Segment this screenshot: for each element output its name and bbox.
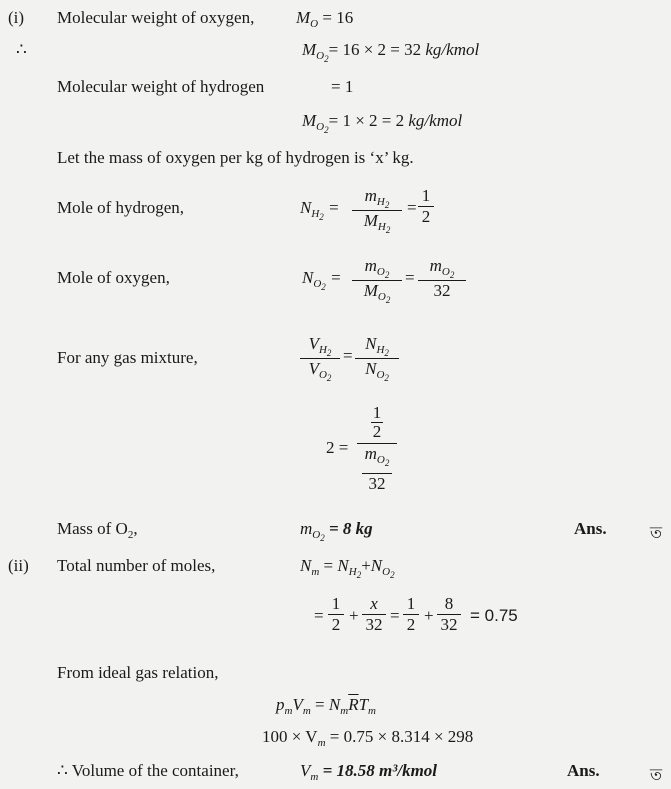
mh2-over-MH2: $m_{H_2}$ $M_{H_2}$ <box>352 186 402 235</box>
ans-label-2: Ans. <box>567 761 600 780</box>
gas-mixture-text: For any gas mixture, <box>57 348 198 367</box>
vh2-over-vo2: $V_{H_2}$ $V_{O_2}$ <box>300 334 340 383</box>
volume-text: ∴ Volume of the container, <box>57 761 239 780</box>
term-1-2: 1 2 <box>328 594 344 635</box>
volume-result: $V_m = 18.58$ m³/kmol <box>300 761 438 783</box>
tick-mark-icon: ত <box>650 767 663 784</box>
mw-hydrogen-eq: = 1 <box>331 77 354 96</box>
total-moles-text: Total number of moles, <box>57 556 216 575</box>
ideal-gas-eq: $p_mV_m = N_m\overline{R}T_m$ <box>276 695 376 717</box>
part1-label: (i) <box>8 8 25 27</box>
mo2-eq: $M_{O_2}= 16 \times 2 = 32$ kg/kmol <box>302 40 480 64</box>
numeric-eq: $100 \times V_m = 0.75 \times 8.314 \times 298$ <box>262 727 474 749</box>
term-1-2b: 1 2 <box>403 594 419 635</box>
mo2-over-MO2: $m_{O_2}$ $M_{O_2}$ <box>352 256 402 305</box>
nh2-over-no2: $N_{H_2}$ $N_{O_2}$ <box>355 334 399 383</box>
term-x-32: x 32 <box>362 594 386 635</box>
nh2-symbol: $N_{H_2}$ = <box>300 198 340 222</box>
two-eq: 2 = <box>326 438 349 457</box>
compound-fraction: 1 2 $m_{O_2}$ 32 <box>357 404 397 494</box>
eq-sign-5: = <box>390 606 400 625</box>
mh2-eq: $M_{O_2}= 1 \times 2 = 2$ kg/kmol <box>302 111 463 135</box>
part2-label: (ii) <box>8 556 29 575</box>
mole-hydrogen-text: Mole of hydrogen, <box>57 198 185 217</box>
ideal-gas-text: From ideal gas relation, <box>57 663 219 682</box>
plus-1: + <box>349 606 359 625</box>
therefore-symbol: ∴ <box>16 40 27 59</box>
mw-oxygen-eq: $M_O = 16$ <box>296 8 354 30</box>
mw-hydrogen-text: Molecular weight of hydrogen <box>57 77 265 96</box>
term-8-32: 8 32 <box>437 594 461 635</box>
eq-sign-4: = <box>314 606 324 625</box>
eq-sign-1: = <box>407 198 417 217</box>
mo2-over-32: $m_{O_2}$ 32 <box>418 256 466 301</box>
let-text: Let the mass of oxygen per kg of hydrogen is ‘x’ kg. <box>57 148 414 167</box>
mass-o2-result: $m_{O_2} = 8$ kg <box>300 519 373 543</box>
mole-oxygen-text: Mole of oxygen, <box>57 268 170 287</box>
eq-sign-3: = <box>343 346 353 365</box>
nm-eq: $N_m = N_{H_2}+N_{O_2}$ <box>300 556 395 580</box>
eq-sign-2: = <box>405 268 415 287</box>
plus-2: + <box>424 606 434 625</box>
no2-symbol: $N_{O_2}$ = <box>302 268 342 292</box>
mw-oxygen-text: Molecular weight of oxygen, <box>57 8 255 27</box>
mass-o2-text: Mass of $O_2$, <box>57 519 138 541</box>
tick-mark-icon: ত <box>650 525 663 542</box>
one-half: 1 2 <box>418 186 434 227</box>
ans-label-1: Ans. <box>574 519 607 538</box>
sum-result: = 0.75 <box>470 606 518 625</box>
